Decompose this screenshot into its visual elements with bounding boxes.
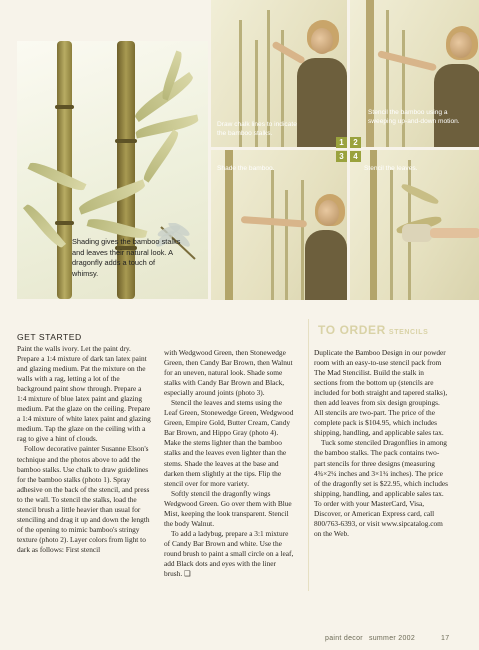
paragraph: Paint the walls ivory. Let the paint dry. Prepare a 1:4 mixture of dark tan latex paint and glazing medium. Pat the mixture on the walls with a rag, letting a lot of the background paint show through. Prepare a 1:4 mixture of blue latex paint and glazing medium. Pat the glaze on the ceiling. Prepare a 1:4 mixture of white latex paint and glazing medium. Tap the glaze on the ceiling with a rag to give a hint of clouds. bbox=[17, 344, 151, 444]
stencil-brush-icon bbox=[402, 224, 432, 242]
order-subtitle: STENCILS bbox=[388, 329, 429, 336]
step3-caption: Shade the bamboo. bbox=[217, 165, 275, 172]
bamboo-photo-caption: Shading gives the bamboo stalks and leaves their natural look. A dragonfly adds a touch of whimsy. bbox=[72, 237, 181, 278]
article-column-2 bbox=[164, 348, 294, 579]
bamboo-stalk bbox=[57, 41, 72, 299]
bamboo-leaf bbox=[140, 129, 181, 182]
step-photo-2 bbox=[350, 0, 479, 147]
issue-date: summer 2002 bbox=[368, 635, 416, 642]
magazine-name: paint decor bbox=[325, 635, 363, 642]
order-title: TO ORDER bbox=[318, 323, 386, 337]
bamboo-stencil-photo bbox=[17, 41, 208, 299]
step-photo-4 bbox=[350, 150, 479, 300]
paragraph: with Wedgwood Green, then Stonewedge Green, then Candy Bar Brown, then Walnut for an uneven, natural look. Shade some stalks with Candy Bar Brown and Black, especially around joints (photo 3). bbox=[164, 348, 293, 398]
paragraph: Follow decorative painter Susanne Elson's technique and the photos above to add the bamboo stalks. Use chalk to draw guidelines for the bamboo stalks (photo 1). Spray adhesive on the back of the stencil, and press to the wall. To stencil the stalks, load the stencil brush a little heavier than usual for stenciling and drag it up and down the length of the opening to mimic bamboo's stringy texture (photo 2). Layer colors from light to dark as follows: First stencil bbox=[17, 444, 150, 554]
step-number-badge: 2 bbox=[350, 137, 361, 148]
paragraph: To add a ladybug, prepare a 3:1 mixture of Candy Bar Brown and white. Use the round brush to paint a small circle on a leaf, add Black dots and eyes with the liner brush. ❑ bbox=[164, 528, 294, 579]
paragraph: Tuck some stenciled Dragonflies in among the bamboo stalks. The pack contains two-part stencils for three designs (measuring 4¾×2¼ inches and 3×1¾ inches). The price of the dragonfly set is $22.95, which includes shipping, handling, and applicable sales tax. To order with your MasterCard, Visa, Discover, or American Express card, call 800/763-6393, or visit www.sipcatalog.com on the Web. bbox=[314, 438, 448, 538]
step4-caption: Stencil the leaves. bbox=[364, 165, 418, 172]
bamboo-joint bbox=[55, 105, 74, 109]
paragraph: Stencil the leaves and stems using the Leaf Green, Stonewedge Green, Wedgwood Green, Empire Gold, Butter Cream, Candy Bar Brown, and Hippo Gray (photo 4). Make the stems lighter than the bamboo stalks and the leaves even lighter than the stems. Shade the leaves at the base and darken them slightly at the tips. Flip the stencil over for more variety. bbox=[164, 398, 294, 488]
step-photo-1 bbox=[211, 0, 347, 147]
paragraph: Softly stencil the dragonfly wings Wedgwood Green. Go over them with Blue Mist, keeping the look transparent. Stencil the body Walnut. bbox=[164, 488, 292, 528]
paragraph: Duplicate the Bamboo Design in our powder room with an easy-to-use stencil pack from The Mad Stencilist. Build the stalk in sections from the bottom up (stencils are included for both straight and tapered stalks), then add leaves from six design groupings. All stencils are two-part. The price of the complete pack is $104.95, which includes shipping, handling, and applicable sales tax. bbox=[314, 348, 448, 438]
order-column bbox=[314, 348, 449, 539]
step-number-badge: 1 bbox=[336, 137, 347, 148]
page-number: 17 bbox=[441, 635, 450, 642]
bamboo-joint bbox=[55, 221, 74, 225]
section-heading: GET STARTED bbox=[17, 332, 82, 342]
page-footer bbox=[325, 635, 455, 642]
step-photo-3 bbox=[211, 150, 347, 300]
step-number-badge: 4 bbox=[350, 151, 361, 162]
order-heading bbox=[318, 321, 428, 339]
step2-caption: Stencil the bamboo using a sweeping up-and-down motion. bbox=[368, 109, 460, 125]
step1-caption: Draw chalk lines to indicate the bamboo stalks. bbox=[217, 121, 297, 137]
step-number-badge: 3 bbox=[336, 151, 347, 162]
article-column-1 bbox=[17, 344, 151, 555]
bamboo-joint bbox=[115, 139, 137, 143]
bamboo-leaf bbox=[77, 179, 147, 214]
